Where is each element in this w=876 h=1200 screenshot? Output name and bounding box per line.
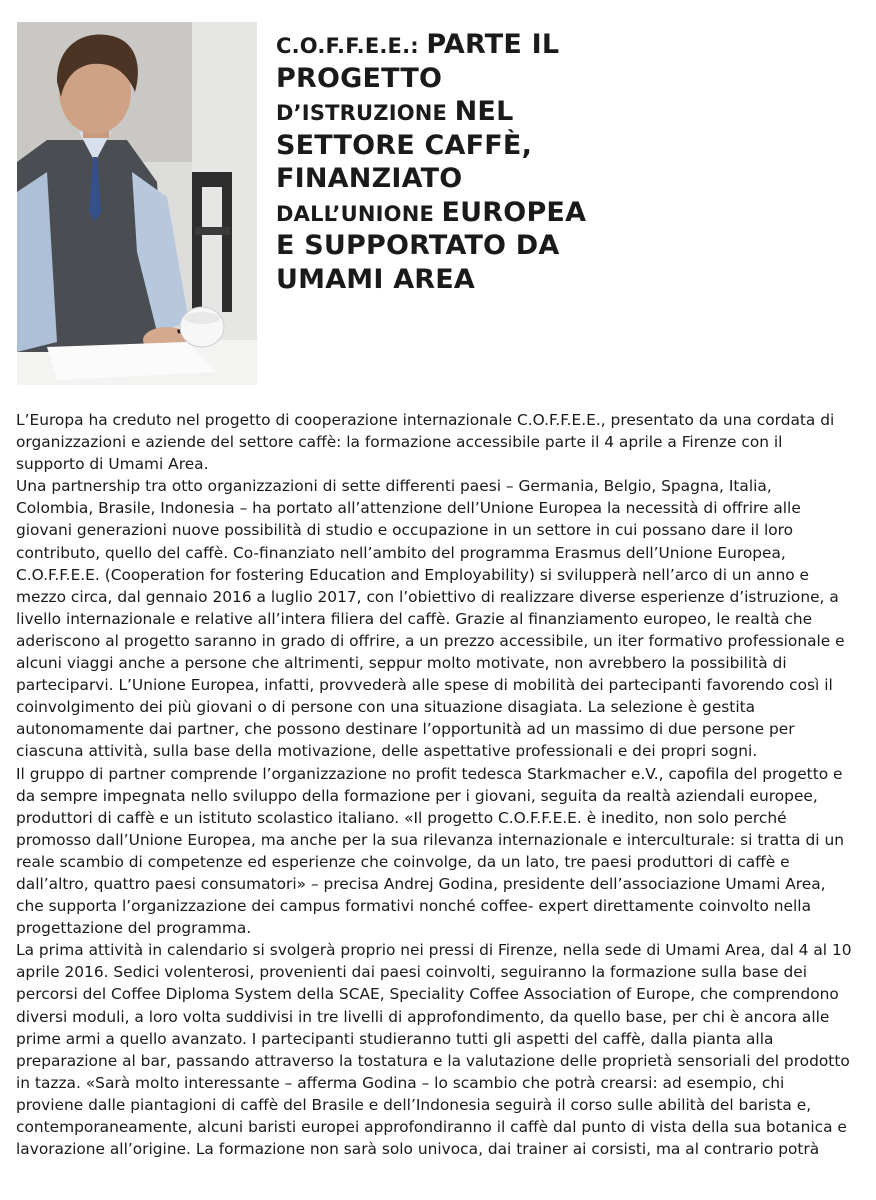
headline-line <box>276 160 836 194</box>
article-line: ciascuna attività, sulla base della motivazione, delle aspettative professionali e dei propri sogni. <box>16 742 758 761</box>
article-line: preparazione al bar, passando attraverso la tostatura e la valutazione delle proprietà sensoriali del prodotto <box>16 1051 850 1070</box>
article-line: C.O.F.F.E.E. (Cooperation for fostering Education and Employability) si svilupperà nell’arco di un anno e <box>16 565 809 584</box>
article-line: La prima attività in calendario si svolgerà proprio nei pressi di Firenze, nella sede di Umami Area, dal 4 al 10 <box>16 941 852 960</box>
headline-segment: PROGETTO <box>276 62 443 94</box>
article-line: contributo, quello del caffè. Co-finanziato nell’ambito del programma Erasmus dell’Unione Europea, <box>16 543 786 562</box>
headline-line <box>276 26 836 60</box>
headline-segment: DALL’UNIONE <box>276 201 442 226</box>
article-line: parteciparvi. L’Unione Europea, infatti, provvederà alle spese di mobilità dei partecipanti favorendo così il <box>16 676 833 695</box>
article-line: Colombia, Brasile, Indonesia – ha portato all’attenzione dell’Unione Europea la necessità di offrire alle <box>16 499 801 518</box>
article-line: da sempre impegnata nello sviluppo della formazione per i giovani, seguita da realtà aziendali europee, <box>16 786 818 805</box>
headline-segment: D’ISTRUZIONE <box>276 101 455 125</box>
article-line: diversi moduli, a loro volta suddivisi in tre livelli di approfondimento, da quello base, per chi è ancora alle <box>16 1007 830 1026</box>
article-line: coinvolgimento dei più giovani o di persone con una situazione disagiata. La selezione è gestita <box>16 698 756 717</box>
headline-segment: UMAMI AREA <box>276 263 476 295</box>
article-line: percorsi del Coffee Diploma System della SCAE, Speciality Coffee Association of Europe, che comprendono <box>16 985 839 1004</box>
headline-line <box>276 227 836 261</box>
article-line: progettazione del programma. <box>16 919 252 938</box>
headline-segment: E SUPPORTATO DA <box>276 230 560 261</box>
headline-segment: PARTE IL <box>426 29 560 60</box>
article-photo <box>17 22 257 385</box>
article-line: lavorazione all’origine. La formazione non sarà solo univoca, dai trainer ai corsisti, ma al contrario potrà <box>16 1140 820 1159</box>
article-line: supporto di Umami Area. <box>16 455 209 474</box>
article-line: in tazza. «Sarà molto interessante – afferma Godina – lo scambio che potrà crearsi: ad esempio, chi <box>16 1073 785 1092</box>
headline-line <box>276 194 836 228</box>
headline-segment: EUROPEA <box>441 196 587 228</box>
headline-segment: FINANZIATO <box>276 163 463 194</box>
article-line: mezzo circa, dal gennaio 2016 a luglio 2017, con l’obiettivo di realizzare diverse esperienze d’istruzione, a <box>16 587 839 606</box>
headline-line <box>276 93 836 127</box>
article-line: dall’altro, quattro paesi consumatori» – precisa Andrej Godina, presidente dell’associazione Umami Area, <box>16 874 826 893</box>
article-line: produttori di caffè e un istituto scolastico italiano. «Il progetto C.O.F.F.E.E. è inedito, non solo perché <box>16 808 787 827</box>
headline-segment: C.O.F.F.E.E.: <box>276 34 427 58</box>
article-line: Il gruppo di partner comprende l’organizzazione no profit tedesca Starkmacher e.V., capofila del progetto e <box>16 764 843 783</box>
article-body <box>16 409 872 1160</box>
article-line: giovani generazioni nuove possibilità di studio e occupazione in un settore in cui possano dare il loro <box>16 521 794 540</box>
article-line: aderiscono al progetto saranno in grado di offrire, a un prezzo accessibile, un iter formativo professionale e <box>16 631 845 650</box>
article-line: reale scambio di competenze ed esperienze che coinvolge, da un lato, tre paesi produttori di caffè e <box>16 852 790 871</box>
headline-line <box>276 127 836 161</box>
article-line: promosso dall’Unione Europea, ma anche per la sua rilevanza internazionale e interculturale: si tratta di un <box>16 830 844 849</box>
article-headline <box>276 26 836 294</box>
article-line: livello internazionale e relative all’intera filiera del caffè. Grazie al finanziamento europeo, le realtà che <box>16 609 813 628</box>
article-line: organizzazioni e aziende del settore caffè: la formazione accessibile parte il 4 aprile a Firenze con il <box>16 433 783 452</box>
headline-line <box>276 60 836 94</box>
article-line: che supporta l’organizzazione dei campus formativi nonché coffee- expert direttamente coinvolto nella <box>16 897 812 916</box>
headline-segment: NEL <box>454 96 514 127</box>
article-line: Una partnership tra otto organizzazioni di sette differenti paesi – Germania, Belgio, Spagna, Italia, <box>16 477 772 496</box>
article-line: contemporaneamente, alcuni baristi europei approfondiranno il caffè dal punto di vista della sua botanica e <box>16 1118 847 1136</box>
headline-segment: SETTORE CAFFÈ, <box>276 129 533 161</box>
photo-illustration <box>17 22 257 385</box>
article-line: L’Europa ha creduto nel progetto di cooperazione internazionale C.O.F.F.E.E., presentato da una cordata di <box>16 411 835 429</box>
article-line: prime armi a quello avanzato. I partecipanti studieranno tutti gli aspetti del caffè, dalla pianta alla <box>16 1029 774 1048</box>
article-line: proviene dalle piantagioni di caffè del Brasile e dell’Indonesia seguirà il corso sulle abilità del barista e, <box>16 1095 812 1114</box>
article-line: aprile 2016. Sedici volenterosi, provenienti dai paesi coinvolti, seguiranno la formazione sulla base dei <box>16 963 807 982</box>
headline-line <box>276 261 836 295</box>
article-line: alcuni viaggi anche a persone che altrimenti, seppur molto motivate, non avrebbero la possibilità di <box>16 654 787 673</box>
article-line: autonomamente dai partner, che possono destinare l’opportunità ad un massimo di due persone per <box>16 720 795 739</box>
